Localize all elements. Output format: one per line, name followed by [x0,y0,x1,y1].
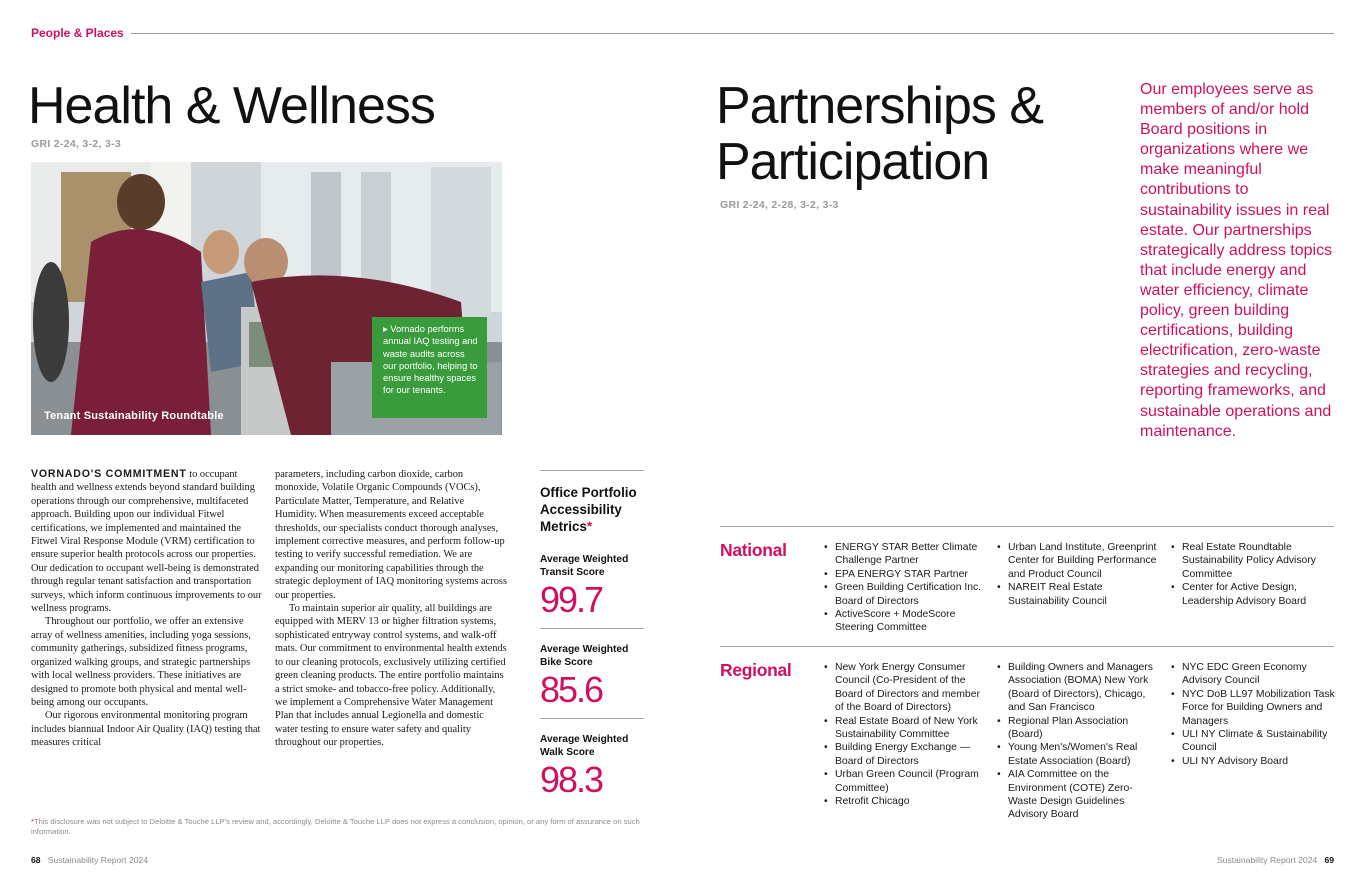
photo-caption: Tenant Sustainability Roundtable [44,410,224,422]
metric-bike [540,643,644,719]
regional-top-rule [720,646,1334,647]
metric-value: 99.7 [540,579,603,621]
partnership-item: • Building Owners and Managers Association (BOMA) New York (Board of Directors), Chicago, and San Francisco [997,661,1159,715]
partnership-item: • Green Building Certification Inc. Board of Directors [824,581,984,608]
page-title-partnerships: Partnerships & Participation [716,77,1044,191]
paragraph-2: Throughout our portfolio, we offer an extensive array of wellness amenities, including yoga sessions, community gatherings, subsidized fitness programs, organized walking groups, and strategic partnerships with local wellness providers. These initiatives are designed to promote both physical and mental well-being among our occupants. [31,616,251,708]
footnote: *This disclosure was not subject to Deloitte & Touche LLP's review and, accordingly, Deloitte & Touche LLP does not express a conclusion, opinion, or any form of assurance on such information. [31,817,640,836]
body-column-2 [275,468,507,750]
regional-list-1 [824,661,989,808]
metric-value: 98.3 [540,759,603,801]
regional-list-2 [997,661,1159,822]
partnership-item: • NYC EDC Green Economy Advisory Council [1171,661,1336,688]
national-top-rule [720,526,1334,527]
page-number-left: 68 [31,855,41,865]
metric-value: 85.6 [540,669,603,711]
footer-right [1217,855,1334,865]
regional-list-3 [1171,661,1336,768]
gri-reference-right: GRI 2-24, 2-28, 3-2, 3-3 [720,199,839,211]
national-heading: National [720,540,787,560]
lead-in: VORNADO'S COMMITMENT [31,468,187,480]
regional-heading: Regional [720,660,792,680]
partnership-item: • Urban Land Institute, Greenprint Center for Building Performance and Product Council [997,541,1157,581]
partnership-item: • AIA Committee on the Environment (COTE) Zero-Waste Design Guidelines Advisory Board [997,768,1159,822]
partnership-item: • ActiveScore + ModeScore Steering Committee [824,608,984,635]
metric-transit [540,553,644,629]
partnership-item: • Real Estate Roundtable Sustainability Policy Advisory Committee [1171,541,1336,581]
accessibility-metrics-panel [540,470,644,808]
play-triangle-icon: ▸ [383,324,388,334]
partnership-item: • ULI NY Advisory Board [1171,755,1336,768]
section-divider [131,33,1334,34]
partnership-item: • Regional Plan Association (Board) [997,715,1159,742]
iaq-callout [372,317,487,418]
page-title-health-wellness: Health & Wellness [28,77,435,135]
metric-walk [540,733,644,800]
metric-label: Average Weighted Walk Score [540,734,629,759]
footer-left [31,855,148,865]
partnership-item: • Urban Green Council (Program Committee) [824,768,989,795]
paragraph-1: to occupant health and wellness extends beyond standard building operations through our comprehensive, multifaceted approach. Building upon our individual Fitwel certifications, we implemented and maintained the Fitwel Viral Response Module (VRM) certification to ensure superior health protocols across our properties. Our dedication to occupant well-being is demonstrated through regular tenant satisfaction and transportation surveys, which inform continuous improvements to our wellness programs. [31,469,262,615]
pull-quote: Our employees serve as members of and/or hold Board positions in organizations where we make meaningful contributions to sustainability issues in real estate. Our partnerships strategically address topics that include energy and water efficiency, climate policy, green building certifications, building electrification, zero-waste strategies and recycling, reporting frameworks, and sustainable operations and maintenance. [1140,81,1333,440]
national-list-2 [997,541,1157,608]
metric-label: Average Weighted Bike Score [540,644,629,669]
partnership-item: • EPA ENERGY STAR Partner [824,568,984,581]
report-name-left: Sustainability Report 2024 [47,855,149,865]
section-label: People & Places [31,26,124,40]
report-name-right: Sustainability Report 2024 [1216,855,1318,865]
partnership-item: • Retrofit Chicago [824,795,989,808]
metric-divider [540,628,644,629]
partnership-item: • Real Estate Board of New York Sustainability Committee [824,715,989,742]
paragraph-3: Our rigorous environmental monitoring program includes biannual Indoor Air Quality (IAQ) testing that measures critical [31,710,261,749]
metric-divider [540,718,644,719]
body-column-1 [31,468,263,750]
partnership-item: • ENERGY STAR Better Climate Challenge Partner [824,541,984,568]
paragraph-4: parameters, including carbon dioxide, carbon monoxide, Volatile Organic Compounds (VOCs), Particulate Matter, Temperature, and Relative Humidity. When measurements exceed acceptable thresholds, our specialists conduct thorough analyses, implement corrective measures, and perform follow-up testing to verify successful remediation. We are expanding our monitoring capabilities through the strategic deployment of IAQ monitoring systems across our properties. [275,469,508,601]
roundtable-photo [31,162,502,435]
metrics-title: Office Portfolio Accessibility Metrics* [540,485,637,534]
metric-label: Average Weighted Transit Score [540,554,629,579]
partnership-item: • Center for Active Design, Leadership Advisory Board [1171,581,1336,608]
callout-text: Vornado performs annual IAQ testing and waste audits across our portfolio, helping to ensure healthy spaces for our tenants. [383,324,478,396]
partnership-item: • NAREIT Real Estate Sustainability Council [997,581,1157,608]
gri-reference: GRI 2-24, 3-2, 3-3 [31,138,122,150]
national-list-3 [1171,541,1336,608]
national-list-1 [824,541,984,635]
partnership-item: • ULI NY Climate & Sustainability Council [1171,728,1336,755]
partnership-item: • Building Energy Exchange — Board of Directors [824,741,989,768]
partnership-item: • NYC DoB LL97 Mobilization Task Force for Building Owners and Managers [1171,688,1336,728]
partnership-item: • Young Men's/Women's Real Estate Association (Board) [997,741,1159,768]
partnership-item: • New York Energy Consumer Council (Co-President of the Board of Directors and member of the Board of Directors) [824,661,989,715]
metrics-top-rule [540,470,644,471]
paragraph-5: To maintain superior air quality, all buildings are equipped with MERV 13 or higher filtration systems, sophisticated entryway control systems, and walk-off mats. Our commitment to environmental health extends to our cleaning protocols, exclusively utilizing certified green cleaning products. The entire portfolio maintains a strict smoke- and tobacco-free policy. Additionally, we implement a Comprehensive Water Management Plan that includes annual Legionella and domestic water testing to ensure water safety and quality throughout our properties. [275,603,507,749]
page-number-right: 69 [1324,855,1334,865]
